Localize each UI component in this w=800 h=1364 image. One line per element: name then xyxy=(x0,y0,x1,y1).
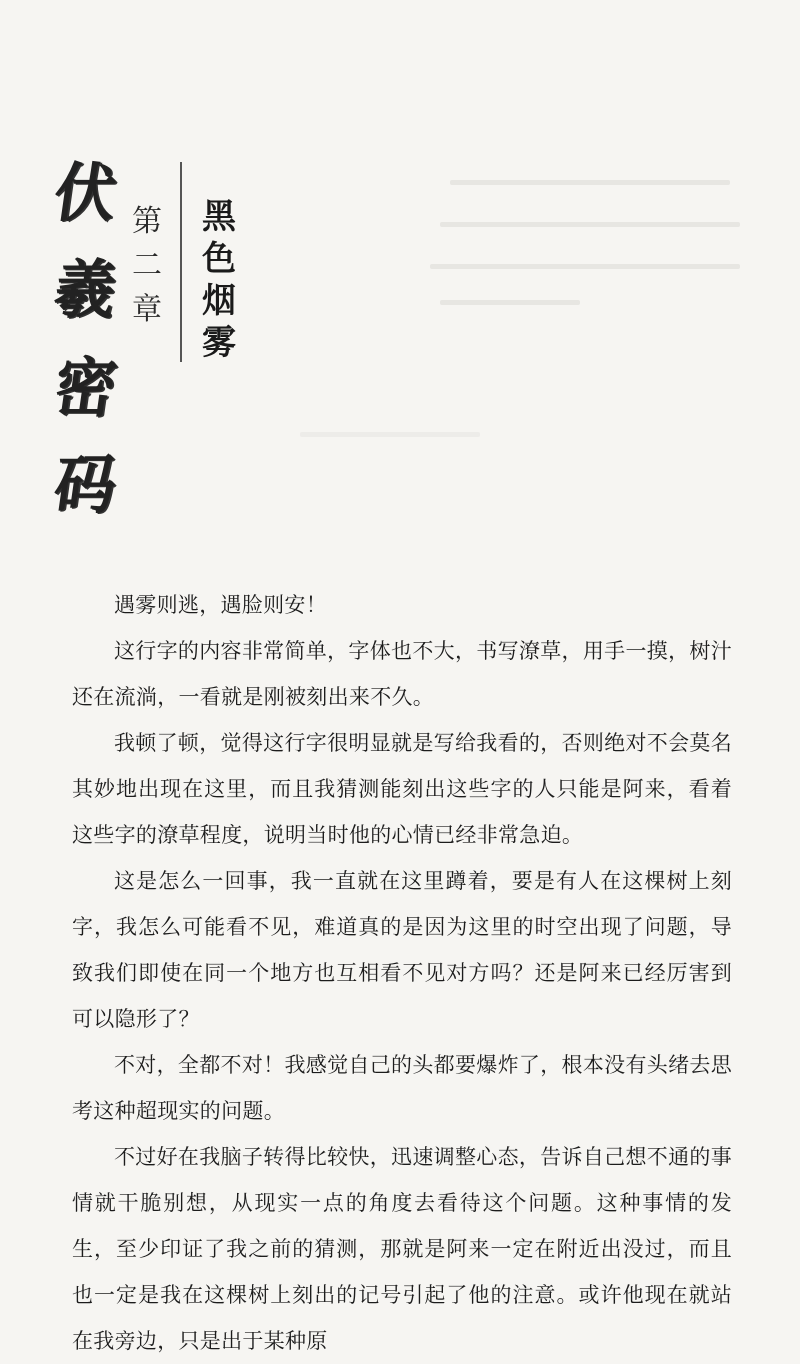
paragraph: 我顿了顿，觉得这行字很明显就是写给我看的，否则绝对不会莫名其妙地出现在这里，而且我猜测能刻出这些字的人只能是阿来，看着这些字的潦草程度，说明当时他的心情已经非常急迫。 xyxy=(72,731,732,847)
chapter-body xyxy=(72,582,732,1364)
page-show-through xyxy=(300,432,480,437)
paragraph: 这行字的内容非常简单，字体也不大，书写潦草，用手一摸，树汁还在流淌，一看就是刚被刻出来不久。 xyxy=(72,639,732,709)
chapter-title xyxy=(198,196,240,364)
chapter-number-char: 第 xyxy=(132,204,162,239)
page-show-through xyxy=(440,300,580,305)
logo-char: 羲 xyxy=(49,254,121,329)
chapter-number-char: 章 xyxy=(132,292,162,327)
chapter-number-char: 二 xyxy=(132,248,162,283)
book-logo xyxy=(50,150,120,530)
paragraph: 不对，全都不对！我感觉自己的头都要爆炸了，根本没有头绪去思考这种超现实的问题。 xyxy=(72,1053,732,1123)
paragraph: 遇雾则逃，遇脸则安！ xyxy=(114,593,327,617)
chapter-title-char: 雾 xyxy=(202,323,236,363)
chapter-title-char: 烟 xyxy=(202,281,236,321)
logo-char: 密 xyxy=(49,351,121,426)
page-show-through xyxy=(440,222,740,227)
chapter-divider xyxy=(180,162,182,362)
page-show-through xyxy=(450,180,730,185)
chapter-title-char: 色 xyxy=(202,239,236,279)
chapter-title-char: 黑 xyxy=(202,197,236,237)
logo-char: 伏 xyxy=(49,157,121,231)
paragraph: 不过好在我脑子转得比较快，迅速调整心态，告诉自己想不通的事情就干脆别想，从现实一点的角度去看待这个问题。这种事情的发生，至少印证了我之前的猜测，那就是阿来一定在附近出没过，而且也一定是我在这棵树上刻出的记号引起了他的注意。或许他现在就站在我旁边，只是出于某种原 xyxy=(72,1145,732,1353)
chapter-number xyxy=(128,200,166,332)
paragraph: 这是怎么一回事，我一直就在这里蹲着，要是有人在这棵树上刻字，我怎么可能看不见，难道真的是因为这里的时空出现了问题，导致我们即使在同一个地方也互相看不见对方吗？还是阿来已经厉害到可以隐形了？ xyxy=(72,869,732,1031)
page-show-through xyxy=(430,264,740,269)
logo-char: 码 xyxy=(49,448,121,523)
